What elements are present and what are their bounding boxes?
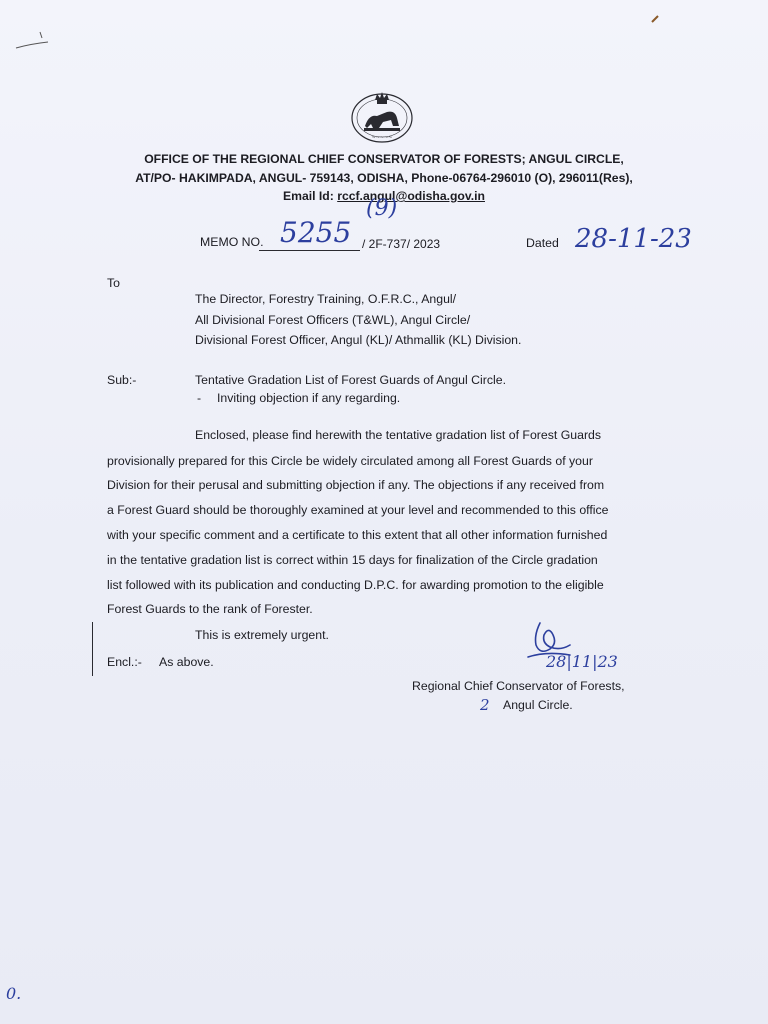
recipient-line-1: The Director, Forestry Training, O.F.R.C., Angul/ bbox=[195, 292, 457, 306]
enclosure-value: As above. bbox=[159, 655, 214, 669]
office-title: OFFICE OF THE REGIONAL CHIEF CONSERVATOR OF FORESTS; ANGUL CIRCLE, bbox=[144, 152, 624, 166]
recipient-line-2: All Divisional Forest Officers (T&WL), Angul Circle/ bbox=[195, 313, 471, 327]
signature-hand-mark: 2 bbox=[480, 696, 490, 714]
subject-line-2: Inviting objection if any regarding. bbox=[217, 391, 401, 405]
signatory-circle: Angul Circle. bbox=[503, 698, 573, 712]
body-line-1: Enclosed, please find herewith the tentative gradation list of Forest Guards bbox=[195, 428, 602, 442]
memo-handwritten-sub: (9) bbox=[366, 196, 398, 221]
svg-text:~~~~~: ~~~~~ bbox=[371, 135, 393, 141]
bottom-left-mark: 0. bbox=[6, 984, 22, 1003]
body-line-7: list followed with its publication and conducting D.P.C. for awarding promotion to the eligible bbox=[107, 578, 604, 592]
odisha-emblem-icon bbox=[347, 86, 417, 146]
urgent-note: This is extremely urgent. bbox=[195, 628, 329, 642]
subject-label: Sub:- bbox=[107, 373, 137, 387]
memo-label: MEMO NO. bbox=[200, 235, 264, 249]
email-label: Email Id: bbox=[283, 189, 334, 203]
body-line-6: in the tentative gradation list is correct within 15 days for finalization of the Circle gradation bbox=[107, 553, 598, 567]
memo-underline bbox=[259, 250, 360, 251]
top-left-pencil-mark-icon bbox=[14, 30, 54, 54]
margin-mark-line bbox=[92, 622, 93, 676]
enclosure-label: Encl.:- bbox=[107, 655, 142, 669]
body-line-8: Forest Guards to the rank of Forester. bbox=[107, 602, 313, 616]
recipient-line-3: Divisional Forest Officer, Angul (KL)/ Athmallik (KL) Division. bbox=[195, 333, 522, 347]
body-line-3: Division for their perusal and submitting objection if any. The objections if any received from bbox=[107, 478, 605, 492]
dated-label: Dated bbox=[526, 236, 559, 250]
memo-handwritten-number: 5255 bbox=[280, 216, 352, 249]
handwritten-date: 28-11-23 bbox=[575, 224, 692, 254]
body-line-2: provisionally prepared for this Circle be widely circulated among all Forest Guards of your bbox=[107, 454, 593, 468]
subject-line-1: Tentative Gradation List of Forest Guards of Angul Circle. bbox=[195, 373, 506, 387]
office-address: AT/PO- HAKIMPADA, ANGUL- 759143, ODISHA, Phone-06764-296010 (O), 296011(Res), bbox=[135, 171, 633, 185]
email-link[interactable]: rccf.angul@odisha.gov.in bbox=[337, 189, 485, 203]
signatory-designation: Regional Chief Conservator of Forests, bbox=[412, 679, 625, 693]
body-line-5: with your specific comment and a certificate to this extent that all other information furnished bbox=[107, 528, 608, 542]
subject-dash: - bbox=[197, 391, 202, 405]
to-label: To bbox=[107, 276, 120, 290]
body-line-4: a Forest Guard should be thoroughly examined at your level and recommended to this office bbox=[107, 503, 609, 517]
signature-date: 28|11|23 bbox=[546, 652, 618, 671]
top-right-mark-icon bbox=[650, 14, 662, 24]
memo-suffix: / 2F-737/ 2023 bbox=[362, 237, 441, 251]
